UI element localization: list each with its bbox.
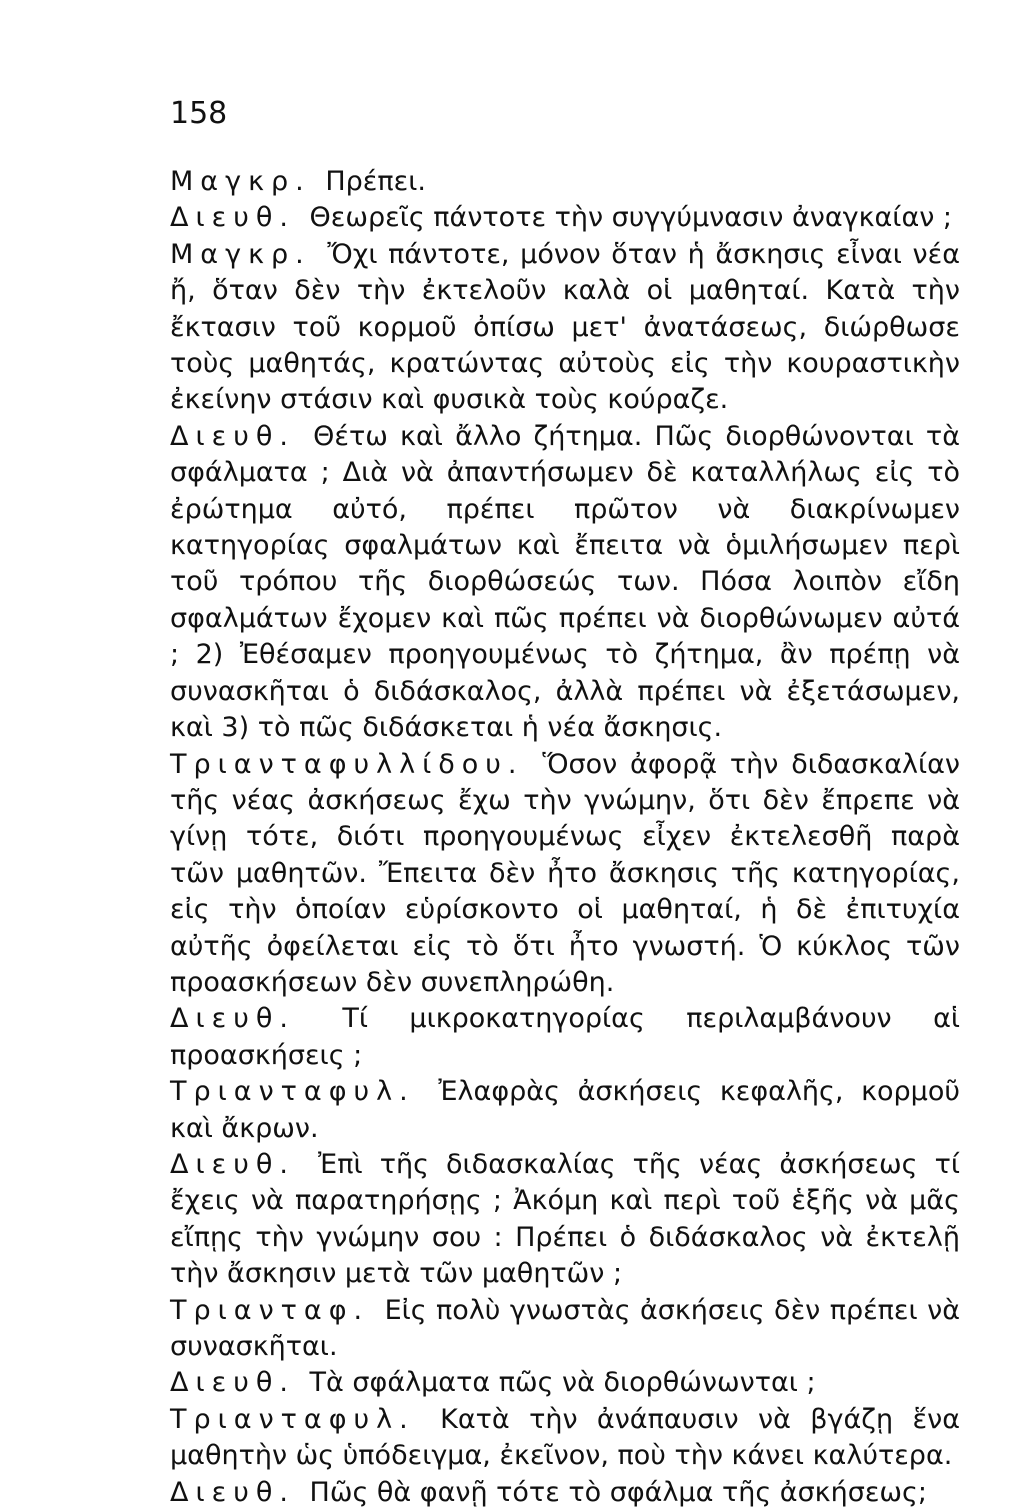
paragraph-text: Τὰ σφάλματα πῶς νὰ διορθώνωνται ; (309, 1367, 816, 1399)
speaker-label: Διευθ. (170, 1476, 295, 1508)
speaker-label: Διευθ. (170, 1148, 295, 1180)
paragraph-7 (170, 1074, 960, 1147)
speaker-label: Διευθ. (170, 1003, 295, 1035)
paragraph-3 (170, 237, 960, 419)
paragraph-9 (170, 1293, 960, 1366)
paragraph-2 (170, 200, 960, 236)
paragraph-text: Θεωρεῖς πάντοτε τὴν συγγύμνασιν ἀναγκαίαν ; (309, 202, 953, 234)
paragraph-8 (170, 1147, 960, 1293)
paragraph-text: Ἐλαφρὰς ἀσκήσεις κεφαλῆς, κορμοῦ καὶ ἄκρων. (170, 1076, 960, 1144)
page-number: 158 (170, 96, 228, 131)
dialogue-text (170, 164, 960, 1511)
paragraph-4 (170, 419, 960, 747)
paragraph-text: Πῶς θὰ φανῇ τότε τὸ σφάλμα τῆς ἀσκήσεως; (309, 1476, 927, 1508)
paragraph-text: Κατὰ τὴν ἀνάπαυσιν νὰ βγάζῃ ἕνα μαθητὴν ὡς ὑπόδειγμα, ἐκεῖνον, ποὺ τὴν κάνει καλύτερα. (170, 1403, 960, 1472)
paragraph-text: Ἐπὶ τῆς διδασκαλίας τῆς νέας ἀσκήσεως τί ἔχεις νὰ παρατηρήσῃς ; Ἀκόμη καὶ περὶ τοῦ ἑξῆς νὰ μᾶς εἴπῃς τὴν γνώμην σου : Πρέπει ὁ διδάσκαλος νὰ ἐκτελῇ τὴν ἄσκησιν μετὰ τῶν μαθητῶν ; (170, 1148, 960, 1290)
paragraph-6 (170, 1001, 960, 1074)
speaker-label: Μαγκρ. (170, 238, 311, 270)
paragraph-text: Θέτω καὶ ἄλλο ζήτημα. Πῶς διορθώνονται τὰ σφάλματα ; Διὰ νὰ ἀπαντήσωμεν δὲ καταλλήλως εἰς τὸ ἐρώτημα αὐτό, πρέπει πρῶτον νὰ διακρίνωμεν κατηγορίας σφαλμάτων καὶ ἔπειτα νὰ ὁμιλήσωμεν περὶ τοῦ τρόπου τῆς διορθώσεώς των. Πόσα λοιπὸν εἴδη σφαλμάτων ἔχομεν καὶ πῶς πρέπει νὰ διορθώνωμεν αὐτά ; 2) Ἐθέσαμεν προηγουμένως τὸ ζήτημα, ἂν πρέπῃ νὰ συνασκῆται ὁ διδάσκαλος, ἀλλὰ πρέπει νὰ ἐξετάσωμεν, καὶ 3) τὸ πῶς διδάσκεται ἡ νέα ἄσκησις. (170, 420, 960, 744)
paragraph-11 (170, 1402, 960, 1475)
speaker-label: Τριανταφυλ. (170, 1076, 415, 1108)
speaker-label: Διευθ. (170, 1367, 295, 1399)
paragraph-text: Τί μικροκατηγορίας περιλαμβάνουν αἱ προασκήσεις ; (170, 1003, 960, 1071)
speaker-label: Τριανταφυλλίδου. (170, 748, 524, 780)
speaker-label: Διευθ. (170, 202, 295, 234)
paragraph-text: Εἰς πολὺ γνωστὰς ἀσκήσεις δὲν πρέπει νὰ συνασκῆται. (170, 1294, 960, 1362)
paragraph-text: Ὅσον ἀφορᾷ τὴν διδασκαλίαν τῆς νέας ἀσκήσεως ἔχω τὴν γνώμην, ὅτι δὲν ἔπρεπε νὰ γίνῃ τότε, διότι προηγουμένως εἶχεν ἐκτελεσθῆ παρὰ τῶν μαθητῶν. Ἔπειτα δὲν ἦτο ἄσκησις τῆς κατηγορίας, εἰς τὴν ὁποίαν εὑρίσκοντο οἱ μαθηταί, ἡ δὲ ἐπιτυχία αὐτῆς ὀφείλεται εἰς τὸ ὅτι ἦτο γνωστή. Ὁ κύκλος τῶν προασκήσεων δὲν συνεπληρώθη. (170, 748, 960, 998)
paragraph-12 (170, 1475, 960, 1511)
paragraph-text: Πρέπει. (325, 166, 426, 197)
paragraph-text: Ὄχι πάντοτε, μόνον ὅταν ἡ ἄσκησις εἶναι νέα ἤ, ὅταν δὲν τὴν ἐκτελοῦν καλὰ οἱ μαθηταί. Κατὰ τὴν ἔκτασιν τοῦ κορμοῦ ὀπίσω μετ' ἀνατάσεως, διώρθωσε τοὺς μαθητάς, κρατώντας αὐτοὺς εἰς τὴν κουραστικὴν ἐκείνην στάσιν καὶ φυσικὰ τοὺς κούραζε. (170, 238, 960, 416)
speaker-label: Τριανταφυλ. (170, 1403, 415, 1435)
paragraph-5 (170, 747, 960, 1002)
speaker-label: Διευθ. (170, 420, 295, 452)
speaker-label: Τριανταφ. (170, 1294, 370, 1326)
paragraph-10 (170, 1365, 960, 1401)
paragraph-1 (170, 164, 960, 200)
speaker-label: Μαγκρ. (170, 166, 311, 197)
